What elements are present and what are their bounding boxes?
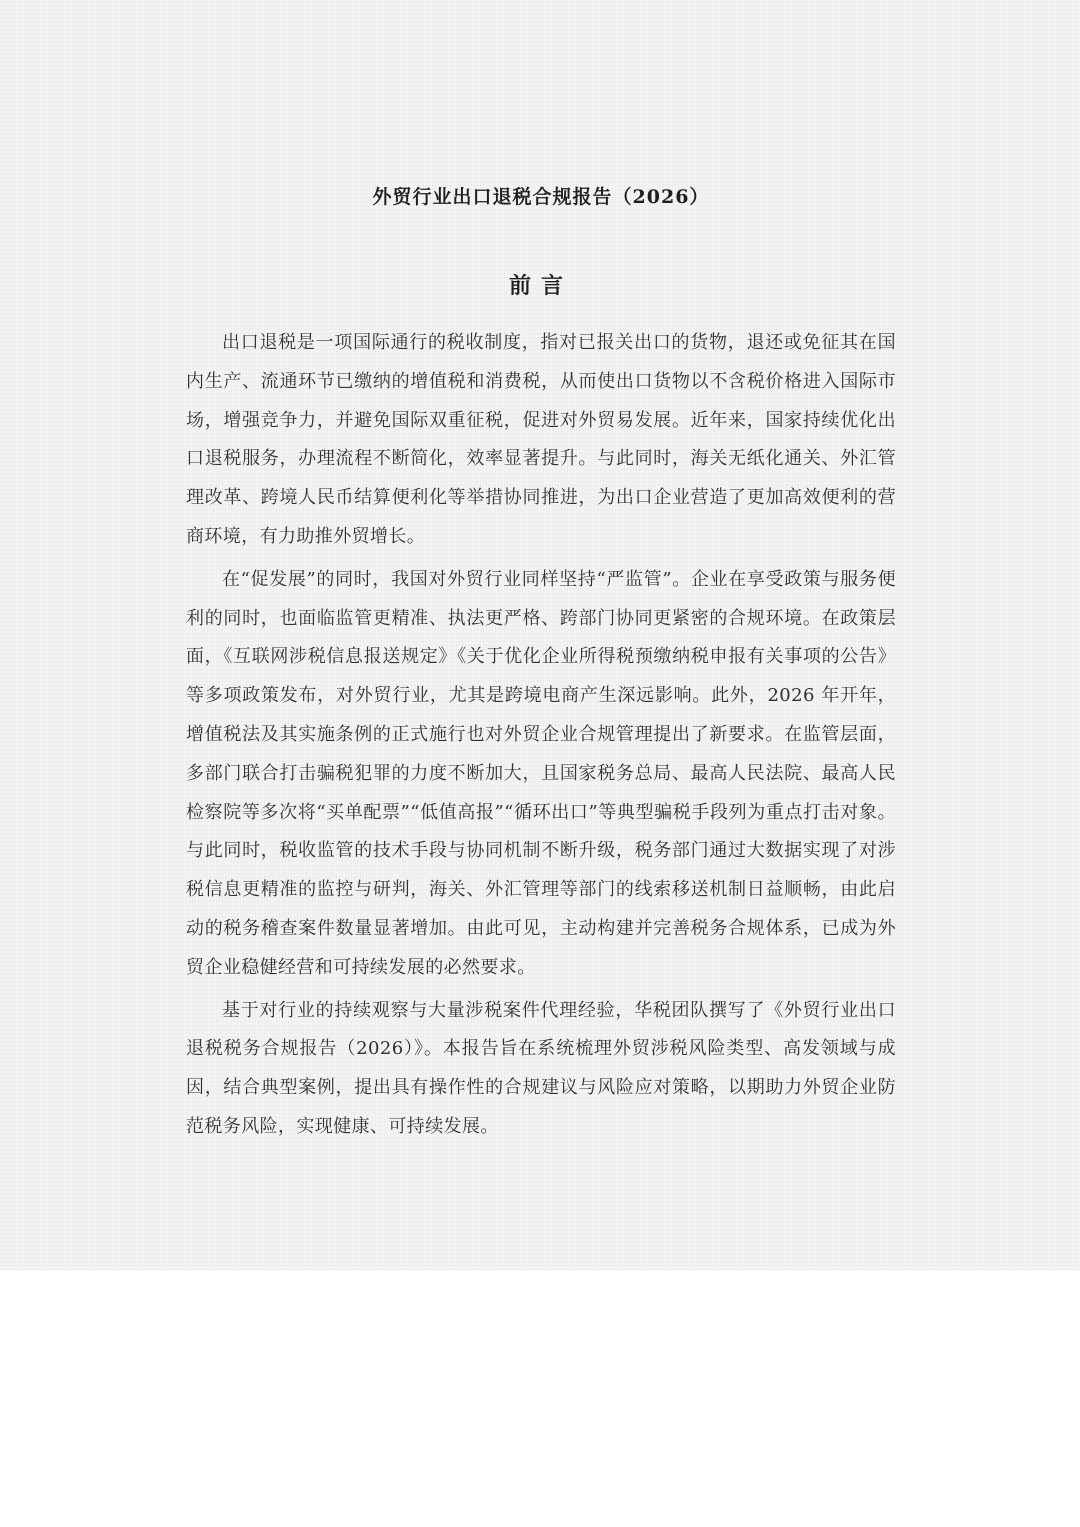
- document-page: [186, 160, 896, 1147]
- document-title: 外贸行业出口退税合规报告（2026）: [372, 186, 710, 208]
- section-title-preface: 前言: [508, 273, 573, 299]
- paragraph-3: 基于对行业的持续观察与大量涉税案件代理经验，华税团队撰写了《外贸行业出口退税税务合规报告（2026）》。本报告旨在系统梳理外贸涉税风险类型、高发领域与成因，结合典型案例，提出具有操作性的合规建议与风险应对策略，以期助力外贸企业防范税务风险，实现健康、可持续发展。: [186, 999, 896, 1137]
- paragraph-1: 出口退税是一项国际通行的税收制度，指对已报关出口的货物，退还或免征其在国内生产、流通环节已缴纳的增值税和消费税，从而使出口货物以不含税价格进入国际市场，增强竞争力，并避免国际双重征税，促进对外贸易发展。近年来，国家持续优化出口退税服务，办理流程不断简化，效率显著提升。与此同时，海关无纸化通关、外汇管理改革、跨境人民币结算便利化等举措协同推进，为出口企业营造了更加高效便利的营商环境，有力助推外贸增长。: [186, 332, 896, 547]
- paragraph-2: 在“促发展”的同时，我国对外贸行业同样坚持“严监管”。企业在享受政策与服务便利的同时，也面临监管更精准、执法更严格、跨部门协同更紧密的合规环境。在政策层面，《互联网涉税信息报送规定》《关于优化企业所得税预缴纳税申报有关事项的公告》等多项政策发布，对外贸行业，尤其是跨境电商产生深远影响。此外，2026 年开年，增值税法及其实施条例的正式施行也对外贸企业合规管理提出了新要求。在监管层面，多部门联合打击骗税犯罪的力度不断加大，且国家税务总局、最高人民法院、最高人民检察院等多次将“买单配票”“低值高报”“循环出口”等典型骗税手段列为重点打击对象。与此同时，税收监管的技术手段与协同机制不断升级，税务部门通过大数据实现了对涉税信息更精准的监控与研判，海关、外汇管理等部门的线索移送机制日益顺畅，由此启动的税务稽查案件数量显著增加。由此可见，主动构建并完善税务合规体系，已成为外贸企业稳健经营和可持续发展的必然要求。: [186, 568, 896, 978]
